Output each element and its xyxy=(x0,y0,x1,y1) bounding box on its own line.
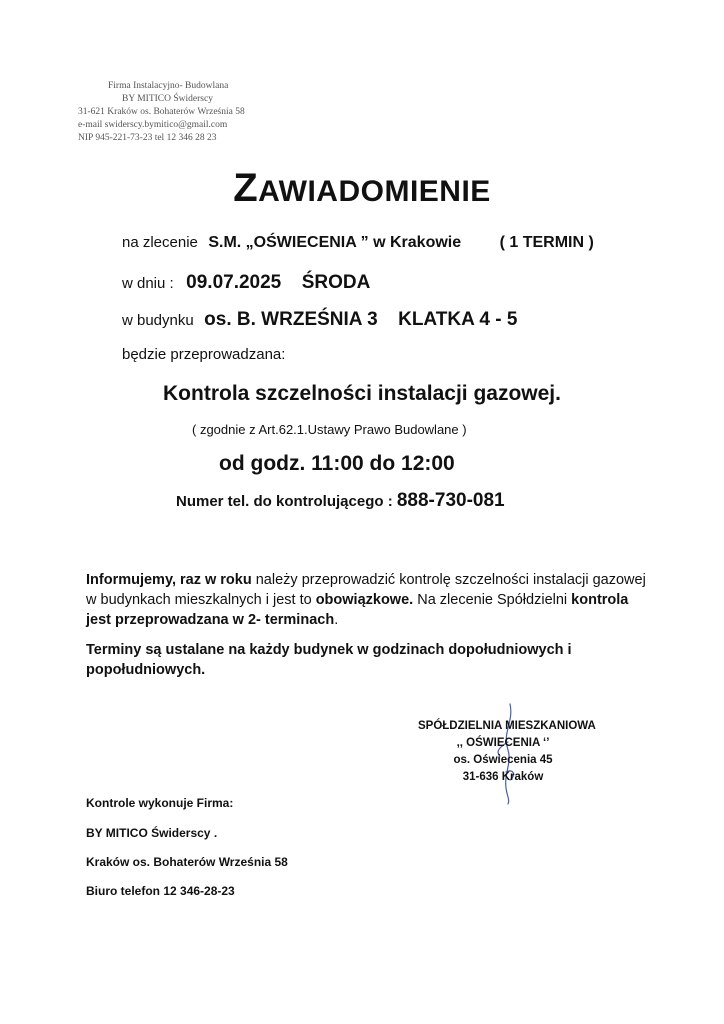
footer-line-4: Biuro telefon 12 346-28-23 xyxy=(86,884,235,898)
title-rest: AWIADOMIENIE xyxy=(258,175,491,208)
cooperative-street: os. Oświecenia 45 xyxy=(453,754,553,766)
cooperative-stamp xyxy=(418,718,596,786)
title-initial: Z xyxy=(233,166,259,210)
cooperative-city: 31-636 Kraków xyxy=(462,771,544,783)
terms-paragraph: Terminy są ustalane na każdy budynek w godzinach dopołudniowych i popołudniowych. xyxy=(86,642,572,678)
building-stairs: KLATKA 4 - 5 xyxy=(398,309,518,330)
will-be-text: będzie przeprowadzana: xyxy=(122,346,286,363)
footer-line-2: BY MITICO Świderscy . xyxy=(86,826,218,840)
info-bold-3: kontrola jest przeprowadzana w 2- terminach xyxy=(86,592,629,628)
letterhead-nip-phone: NIP 945-221-73-23 tel 12 346 28 23 xyxy=(78,133,217,143)
cooperative-short-name: ,, OŚWIECENIA ‘’ xyxy=(456,737,550,749)
order-term: ( 1 TERMIN ) xyxy=(499,234,594,251)
letterhead-address: 31-621 Kraków os. Bohaterów Września 58 xyxy=(78,107,245,117)
inspector-phone-label: Numer tel. do kontrolującego : xyxy=(176,493,393,510)
inspector-phone-line xyxy=(176,490,505,512)
order-label: na zlecenie xyxy=(122,234,198,251)
building-address: os. B. WRZEŚNIA 3 xyxy=(204,309,378,330)
info-text-1: należy przeprowadzić kontrolę szczelności instalacji gazowej w budynkach mieszkalnych i jest to xyxy=(86,572,646,608)
letterhead xyxy=(78,80,268,145)
date-label: w dniu : xyxy=(122,275,174,292)
legal-reference: ( zgodnie z Art.62.1.Ustawy Prawo Budowlane ) xyxy=(192,422,467,437)
building-label: w budynku xyxy=(122,312,194,329)
letterhead-email: e-mail swiderscy.bymitico@gmail.com xyxy=(78,120,228,130)
info-bold-1: Informujemy, raz w roku xyxy=(86,572,252,588)
date-line xyxy=(122,272,370,294)
order-value: S.M. „OŚWIECENIA ” w Krakowie xyxy=(208,234,462,251)
inspection-heading: Kontrola szczelności instalacji gazowej. xyxy=(163,382,561,405)
date-weekday: ŚRODA xyxy=(301,272,371,293)
order-line xyxy=(122,234,594,252)
cooperative-name: SPÓŁDZIELNIA MIESZKANIOWA xyxy=(418,720,596,732)
letterhead-company-name: BY MITICO Świderscy xyxy=(122,94,213,104)
footer-line-3: Kraków os. Bohaterów Września 58 xyxy=(86,855,288,869)
info-text-2: Na zlecenie Spółdzielni xyxy=(413,592,572,608)
letterhead-company-type: Firma Instalacyjno- Budowlana xyxy=(108,81,229,91)
footer-line-1: Kontrole wykonuje Firma: xyxy=(86,796,234,810)
info-text-3: . xyxy=(334,612,339,628)
inspection-hours: od godz. 11:00 do 12:00 xyxy=(219,452,455,475)
info-paragraph xyxy=(86,570,646,630)
info-bold-2: obowiązkowe. xyxy=(315,592,414,608)
date-value: 09.07.2025 xyxy=(186,272,282,293)
inspector-phone-number: 888-730-081 xyxy=(396,490,505,511)
building-line xyxy=(122,309,517,331)
document-title xyxy=(0,166,724,211)
